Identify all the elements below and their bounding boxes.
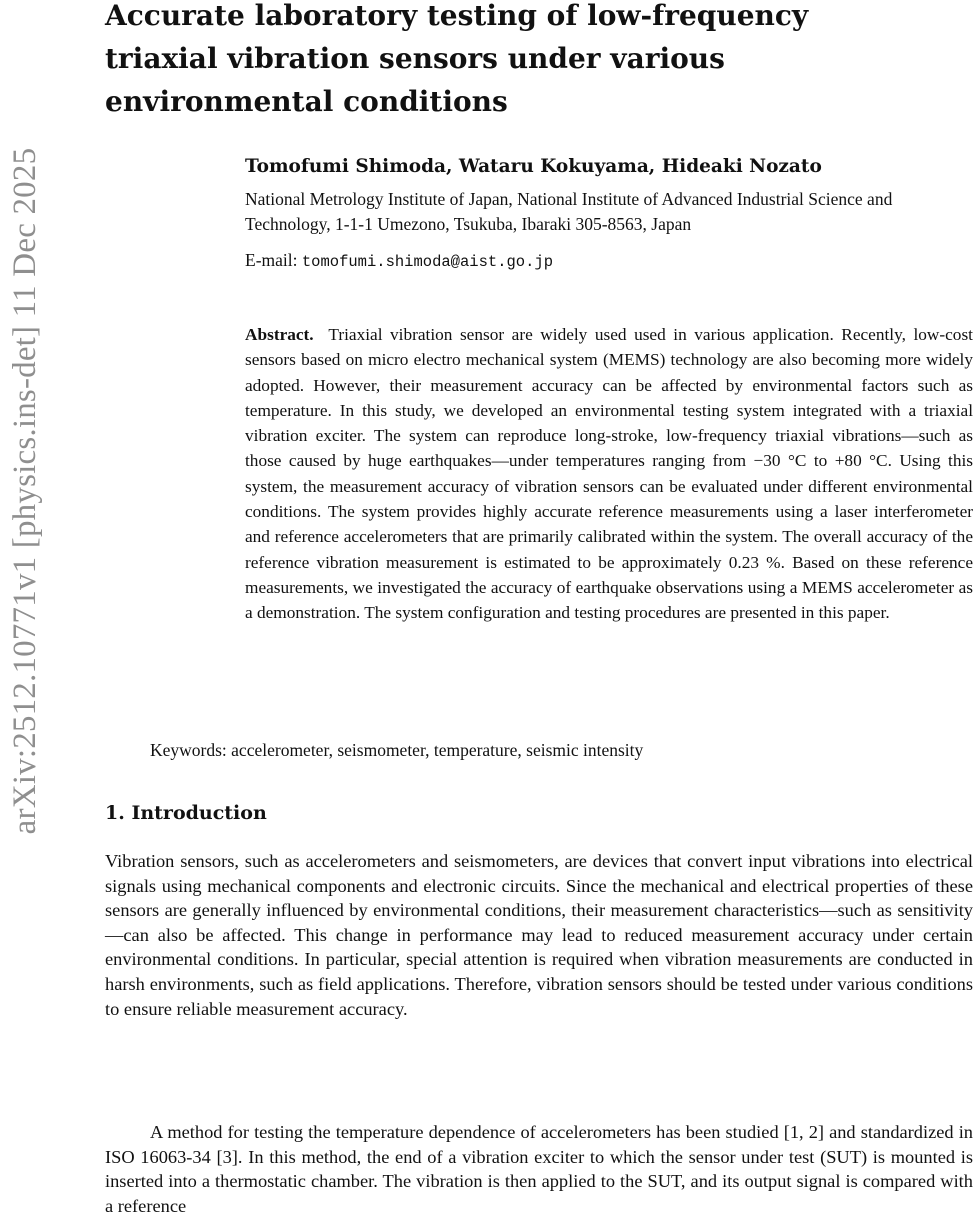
author-affiliation: National Metrology Institute of Japan, National Institute of Advanced Industrial Science and Technology, 1-1-1 Umezono, Tsukuba, Ibaraki 305-8563, Japan [245,189,893,234]
abstract-label: Abstract. [245,325,314,344]
section-heading-introduction: 1. Introduction [105,802,267,824]
arxiv-identifier-stamp: arXiv:2512.10771v1 [physics.ins-det] 11 Dec 2025 [7,147,43,835]
contact-email [245,248,553,275]
email-address[interactable]: tomofumi.shimoda@aist.go.jp [301,253,554,271]
body-paragraph: A method for testing the temperature dependence of accelerometers has been studied [1, 2] and standardized in ISO 16063-34 [3]. In this method, the end of a vibration exciter to which the sensor under test (SUT) is mounted is inserted into a thermostatic chamber. The vibration is then applied to the SUT, and its output signal is compared with a reference [105,1122,973,1216]
abstract [245,322,973,626]
body-paragraph: Vibration sensors, such as accelerometers and seismometers, are devices that convert input vibrations into electrical signals using mechanical components and electronic circuits. Since the mechanical and electrical properties of these sensors are generally influenced by environmental conditions, their measurement characteristics—such as sensitivity—can also be affected. This change in performance may lead to reduced measurement accuracy under certain environmental conditions. In particular, special attention is required when vibration measurements are conducted in harsh environments, such as field applications. Therefore, vibration sensors should be tested under various conditions to ensure reliable measurement accuracy. [105,851,973,1019]
keywords: Keywords: accelerometer, seismometer, temperature, seismic intensity [150,740,644,760]
paper-title: Accurate laboratory testing of low-frequency triaxial vibration sensors under various environmental conditions [105,0,809,118]
email-label: E-mail: [245,250,302,270]
abstract-text: Triaxial vibration sensor are widely used used in various application. Recently, low-cost sensors based on micro electro mechanical system (MEMS) technology are also becoming more widely adopted. However, their measurement accuracy can be affected by environmental factors such as temperature. In this study, we developed an environmental testing system integrated with a triaxial vibration exciter. The system can reproduce long-stroke, low-frequency triaxial vibrations—such as those caused by huge earthquakes—under temperatures ranging from −30 °C to +80 °C. Using this system, the measurement accuracy of vibration sensors can be evaluated under different environmental conditions. The system provides highly accurate reference measurements using a laser interferometer and reference accelerometers that are primarily calibrated within the system. The overall accuracy of the reference vibration measurement is estimated to be approximately 0.23 %. Based on these reference measurements, we investigated the accuracy of earthquake observations using a MEMS accelerometer as a demonstration. The system configuration and testing procedures are presented in this paper. [245,325,973,623]
author-list: Tomofumi Shimoda, Wataru Kokuyama, Hideaki Nozato [245,156,822,177]
